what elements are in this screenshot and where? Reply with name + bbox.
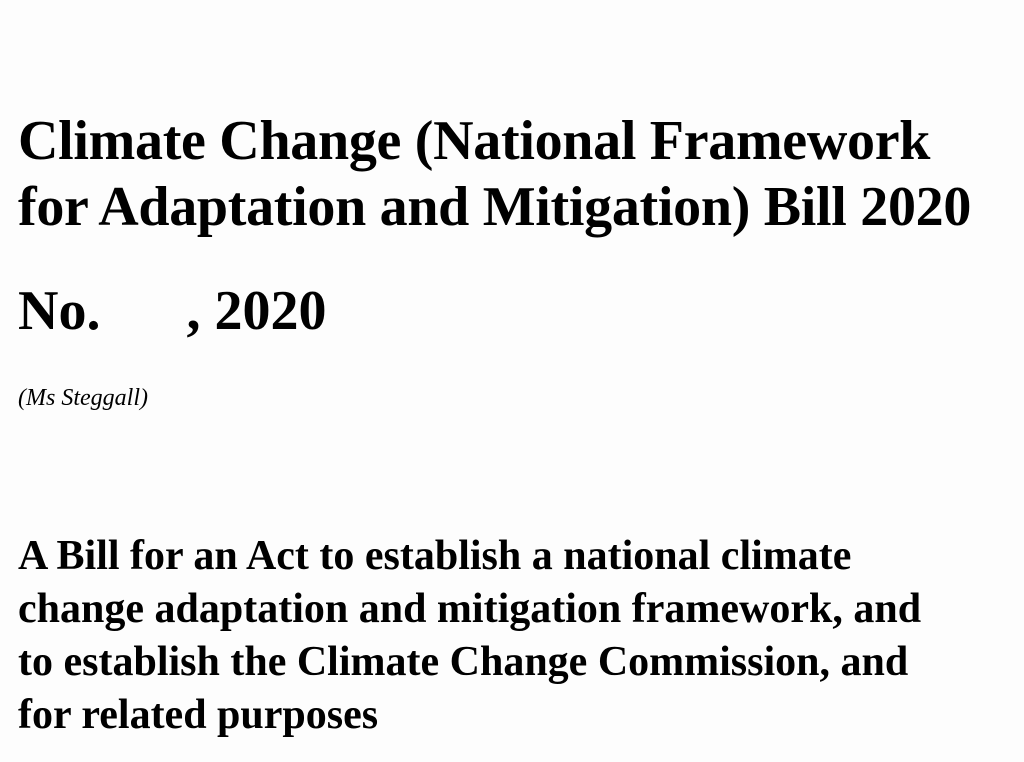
bill-title-line: Climate Change (National Framework xyxy=(18,110,931,172)
bill-title-line: for Adaptation and Mitigation) Bill 2020 xyxy=(18,176,972,238)
long-title-line: to establish the Climate Change Commission, and xyxy=(18,639,909,685)
bill-title xyxy=(18,108,1018,240)
long-title-line: A Bill for an Act to establish a national climate xyxy=(18,533,852,579)
long-title-line: change adaptation and mitigation framework, and xyxy=(18,586,922,632)
bill-long-title xyxy=(18,530,1018,742)
bill-number xyxy=(18,278,326,344)
long-title-line: for related purposes xyxy=(18,692,379,738)
bill-number-suffix: , 2020 xyxy=(186,280,327,342)
bill-sponsor: (Ms Steggall) xyxy=(18,385,148,411)
bill-number-prefix: No. xyxy=(18,280,101,342)
